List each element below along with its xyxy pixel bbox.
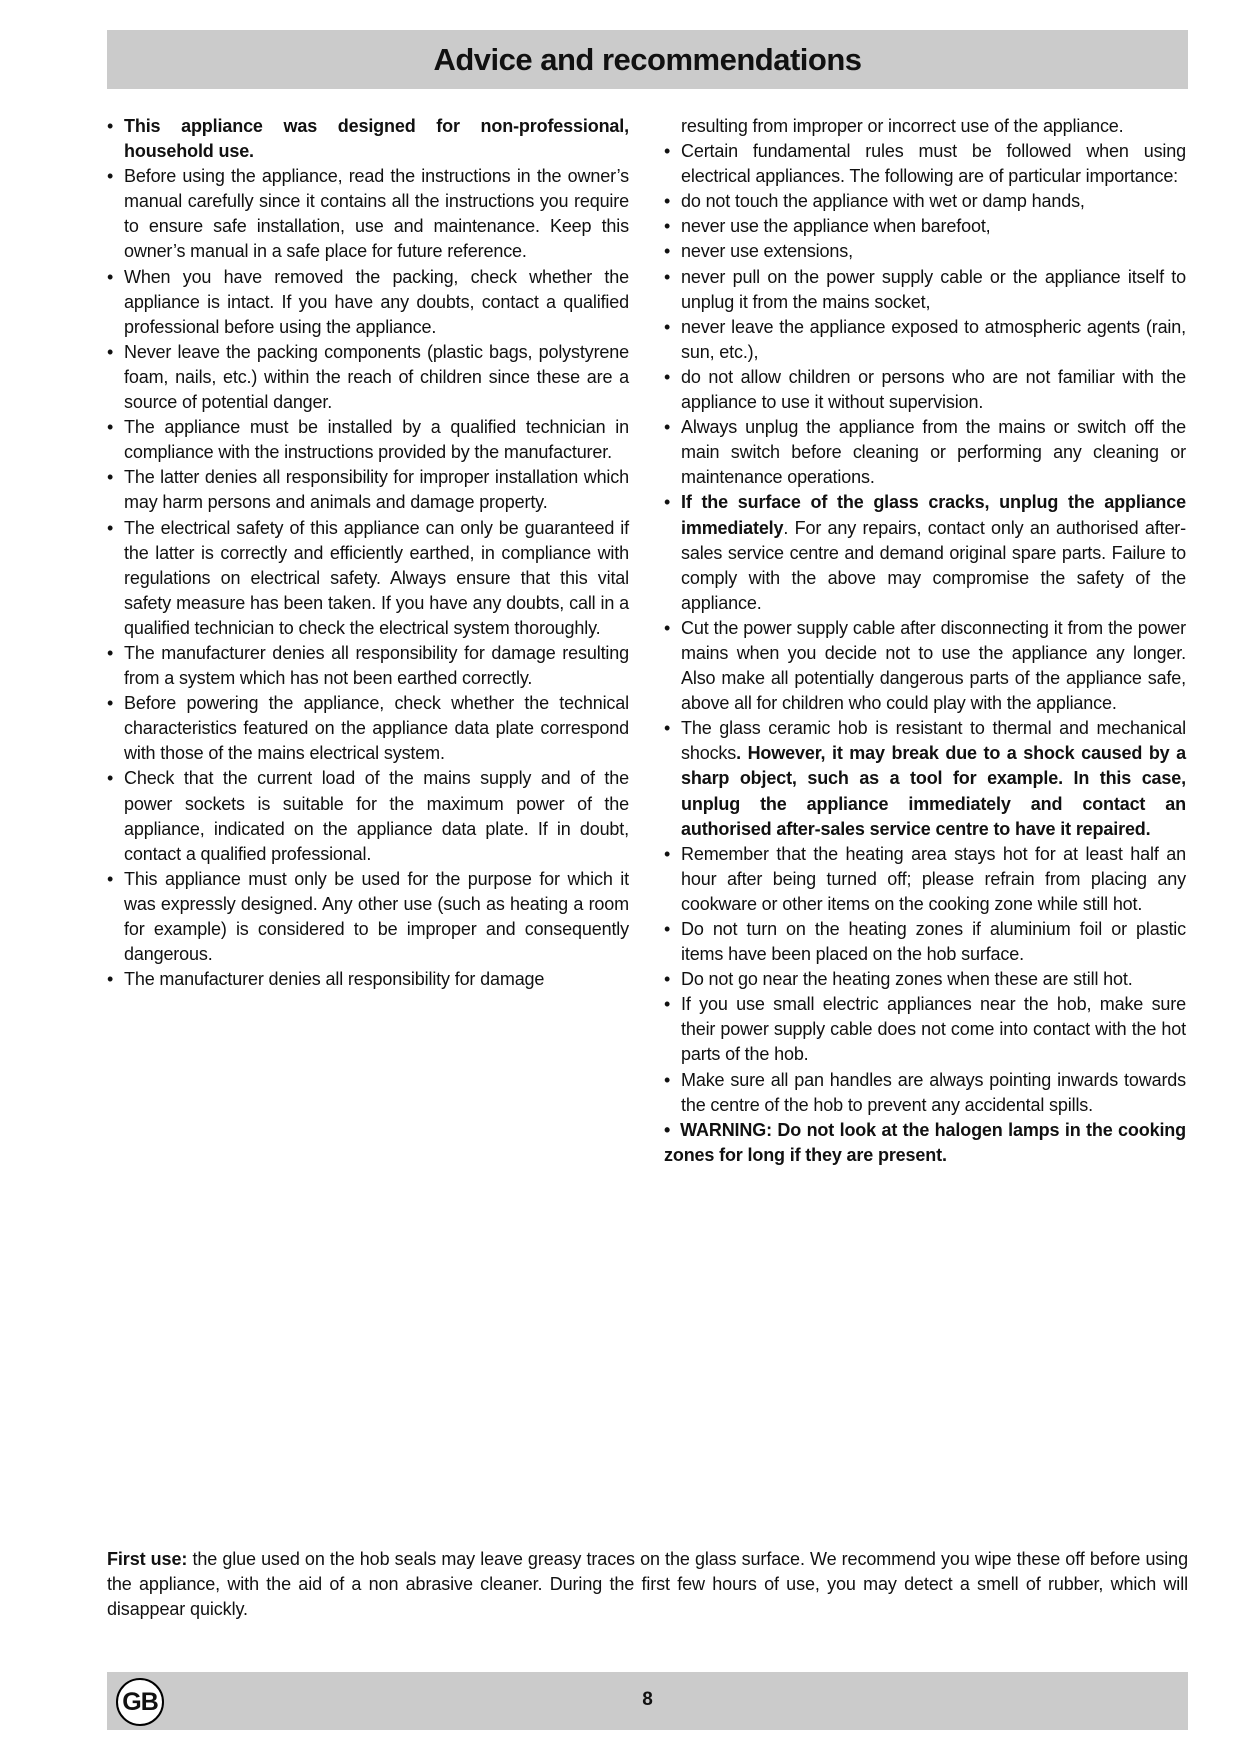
item-text: Always unplug the appliance from the mains or switch off the main switch before cleaning or performing any cleaning or maintenance operations.: [681, 417, 1186, 488]
country-badge-gb: GB: [116, 1678, 164, 1726]
list-item: [664, 616, 1186, 716]
first-use-text: the glue used on the hob seals may leave greasy traces on the glass surface. We recommend you wipe these off before using the appliance, with the aid of a non abrasive cleaner. During the first few hours of use, you may detect a smell of rubber, which will disappear quickly.: [107, 1549, 1188, 1620]
list-item: [664, 239, 1186, 264]
list-item: [107, 766, 629, 866]
bullet-icon: •: [107, 467, 114, 488]
list-item: [107, 340, 629, 415]
list-item: [664, 1068, 1186, 1118]
bullet-icon: •: [664, 994, 671, 1015]
bullet-icon: •: [107, 266, 114, 287]
bullet-icon: •: [664, 316, 671, 337]
page-footer: [107, 1672, 1188, 1730]
item-text: Certain fundamental rules must be followed when using electrical appliances. The following are of particular importance:: [681, 141, 1186, 187]
list-item: [664, 967, 1186, 992]
left-column: [107, 114, 629, 992]
bullet-icon: •: [107, 969, 114, 990]
item-text: Do not go near the heating zones when these are still hot.: [681, 969, 1133, 990]
item-text: The electrical safety of this appliance can only be guaranteed if the latter is correctly and efficiently earthed, in compliance with regulations on electrical safety. Always ensure that this vital safety measure has been taken. If you have any doubts, call in a qualified technician to check the electrical system thoroughly.: [124, 517, 629, 638]
item-text: Cut the power supply cable after disconnecting it from the power mains when you decide not to use the appliance any longer. Also make all potentially dangerous parts of the appliance safe, above all for children who could play with the appliance.: [681, 617, 1186, 714]
first-use-label: First use:: [107, 1549, 188, 1569]
bullet-icon: •: [664, 141, 671, 162]
list-item: [107, 867, 629, 967]
bullet-icon: •: [664, 191, 671, 212]
item-text: The manufacturer denies all responsibility for damage resulting from a system which has not been earthed correctly.: [124, 642, 629, 689]
bullet-icon: •: [107, 517, 114, 538]
bullet-icon: •: [664, 241, 671, 262]
page-number: 8: [642, 1689, 653, 1710]
item-text: This appliance must only be used for the purpose for which it was expressly designed. Any other use (such as heating a room for example) is considered to be improper and consequently dangerous.: [124, 868, 629, 965]
list-item: [664, 917, 1186, 967]
bullet-icon: •: [664, 417, 671, 438]
bullet-icon: •: [664, 366, 671, 387]
item-text: never leave the appliance exposed to atmospheric agents (rain, sun, etc.),: [681, 316, 1186, 362]
list-item: [107, 516, 629, 641]
list-item: [664, 842, 1186, 917]
bold-text: If the surface of the glass cracks, unplug the appliance immediately: [681, 492, 1186, 538]
list-item: [107, 691, 629, 766]
bullet-icon: •: [107, 417, 114, 438]
bullet-icon: •: [107, 768, 114, 789]
item-text: Before powering the appliance, check whether the technical characteristics featured on the appliance data plate correspond with those of the mains electrical system.: [124, 693, 629, 764]
item-text: If you use small electric appliances near the hob, make sure their power supply cable does not come into contact with the hot parts of the hob.: [681, 994, 1186, 1065]
bullet-icon: •: [107, 868, 114, 889]
item-text: Check that the current load of the mains supply and of the power sockets is suitable for the maximum power of the appliance, indicated on the appliance data plate. If in doubt, contact a qualified professional.: [124, 768, 629, 864]
item-text: . For any repairs, contact only an authorised after-sales service centre and demand original spare parts. Failure to comply with the above may compromise the safety of the appliance.: [681, 517, 1186, 613]
bullet-icon: •: [664, 617, 671, 638]
bullet-icon: •: [664, 919, 671, 939]
list-item: [664, 716, 1186, 841]
bullet-icon: •: [107, 693, 114, 714]
list-item: [107, 465, 629, 515]
bullet-icon: •: [664, 266, 671, 287]
item-text: never pull on the power supply cable or the appliance itself to unplug it from the mains socket,: [681, 266, 1186, 312]
page-header: [107, 30, 1188, 89]
list-item: [664, 992, 1186, 1067]
bullet-icon: •: [664, 492, 671, 513]
item-text: Do not turn on the heating zones if aluminium foil or plastic items have been placed on the hob surface.: [681, 919, 1186, 965]
list-item: [107, 164, 629, 264]
list-item: [107, 265, 629, 340]
bullet-icon: •: [664, 1069, 671, 1090]
item-text: Never leave the packing components (plastic bags, polystyrene foam, nails, etc.) within the reach of children since these are a source of potential danger.: [124, 341, 629, 413]
list-item: [664, 214, 1186, 239]
item-text: When you have removed the packing, check whether the appliance is intact. If you have any doubts, contact a qualified professional before using the appliance.: [124, 266, 629, 337]
bullet-icon: •: [664, 969, 671, 990]
bullet-icon: •: [664, 843, 671, 864]
list-item: [664, 415, 1186, 490]
warning-item: [664, 1118, 1186, 1168]
item-text: never use extensions,: [681, 241, 853, 262]
right-column: [664, 114, 1186, 1168]
item-text: The manufacturer denies all responsibility for damage: [124, 969, 545, 990]
bullet-icon: •: [107, 166, 114, 187]
item-text: do not touch the appliance with wet or damp hands,: [681, 191, 1085, 212]
first-use-note: [107, 1547, 1188, 1622]
bullet-icon: •: [107, 116, 114, 136]
item-text: Make sure all pan handles are always pointing inwards towards the centre of the hob to prevent any accidental spills.: [681, 1069, 1186, 1115]
page-title: Advice and recommendations: [433, 41, 862, 77]
item-text: never use the appliance when barefoot,: [681, 216, 991, 237]
item-text: do not allow children or persons who are not familiar with the appliance to use it without supervision.: [681, 366, 1186, 413]
item-text: The appliance must be installed by a qualified technician in compliance with the instructions provided by the manufacturer.: [124, 417, 629, 463]
item-text: The latter denies all responsibility for improper installation which may harm persons and animals and damage property.: [124, 467, 629, 513]
list-item: [664, 315, 1186, 365]
bold-text: This appliance was designed for non-professional, household use.: [124, 116, 629, 162]
list-item: [664, 365, 1186, 415]
list-item: [664, 490, 1186, 615]
bullet-icon: •: [664, 216, 671, 237]
list-item: [107, 967, 629, 992]
bullet-icon: •: [107, 341, 114, 362]
bullet-icon: •: [664, 1119, 671, 1140]
list-item-continuation: resulting from improper or incorrect use of the appliance.: [681, 116, 1124, 136]
bold-text: . However, it may break due to a shock caused by a sharp object, such as a tool for example. In this case, unplug the appliance immediately and contact an authorised after-sales service centre to have it repaired.: [681, 743, 1186, 839]
list-item: [107, 641, 629, 691]
item-text: Remember that the heating area stays hot for at least half an hour after being turned off; please refrain from placing any cookware or other items on the cooking zone while still hot.: [681, 843, 1186, 914]
list-item: [664, 189, 1186, 214]
bullet-icon: •: [107, 642, 114, 663]
list-item: [107, 114, 629, 164]
list-item: [107, 415, 629, 465]
bullet-icon: •: [664, 718, 671, 739]
item-text: Before using the appliance, read the instructions in the owner’s manual carefully since it contains all the instructions you require to ensure safe installation, use and maintenance. Keep this owner’s manual in a safe place for future reference.: [124, 166, 629, 262]
list-item: [664, 265, 1186, 315]
warning-text: WARNING: Do not look at the halogen lamps in the cooking zones for long if they are present.: [664, 1119, 1186, 1165]
item-text: The glass ceramic hob is resistant to thermal and mechanical shocks: [681, 718, 1186, 764]
list-item: [664, 139, 1186, 189]
